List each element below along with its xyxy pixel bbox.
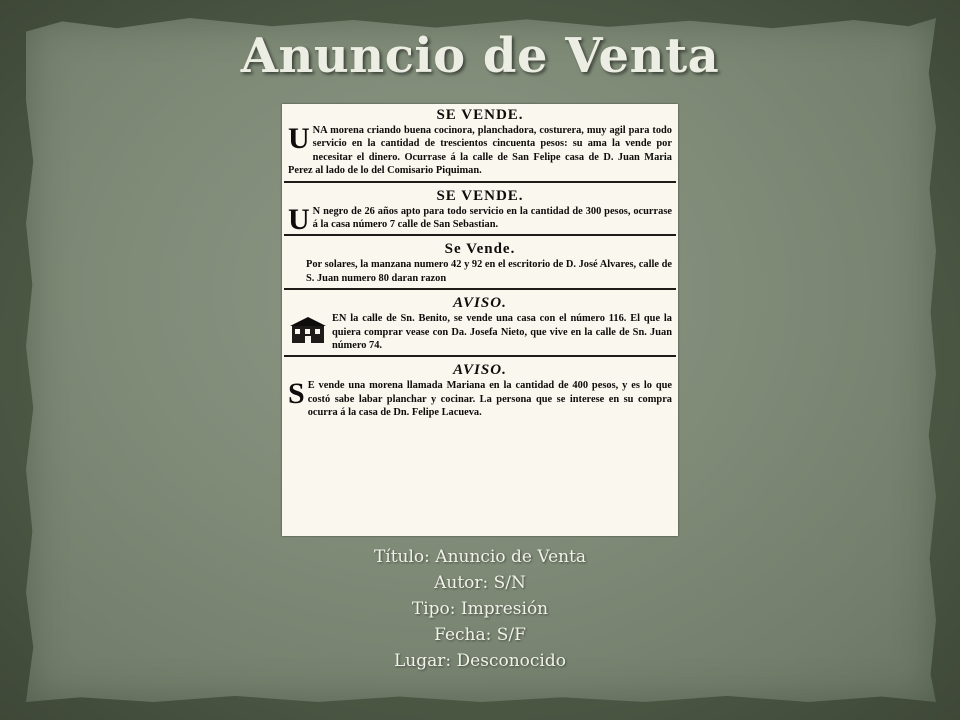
ad-heading: SE VENDE. (436, 107, 524, 123)
ad-dropcap: U (288, 202, 310, 236)
ad-5 (288, 361, 672, 419)
ad-body (288, 312, 672, 352)
ad-heading: AVISO. (453, 362, 507, 379)
ad-body (288, 202, 672, 236)
meta-fecha: Fecha: S/F (434, 625, 526, 645)
meta-lugar: Lugar: Desconocido (394, 651, 566, 671)
ad-text: EN la calle de Sn. Benito, se vende una casa con el número 116. El que la quiera comprar vease con Da. Josefa Nieto, que vive en la calle de Sn. Juan número 74. (332, 313, 672, 352)
ad-body (288, 379, 672, 419)
meta-tipo: Tipo: Impresión (411, 599, 549, 619)
divider-rule (284, 181, 676, 183)
divider-rule (284, 355, 676, 357)
ad-1 (288, 106, 672, 178)
ad-heading: AVISO. (453, 295, 507, 312)
meta-titulo: Título: Anuncio de Venta (373, 547, 587, 567)
ad-heading: SE VENDE. (436, 187, 524, 204)
ad-4 (288, 294, 672, 352)
ad-text: N negro de 26 años apto para todo servicio en la cantidad de 300 pesos, ocurrase á la casa número 7 calle de San Sebastian. (312, 205, 672, 231)
divider-rule (284, 288, 676, 290)
ad-2 (288, 187, 672, 236)
house-engraving-icon (288, 314, 328, 344)
ad-text: E vende una morena llamada Mariana en la cantidad de 400 pesos, y es lo que costó sabe labar planchar y cocinar. La persona que se interese en su compra ocurra á la casa de Dn. Felipe Lacueva. (307, 380, 672, 419)
ad-body: Por solares, la manzana numero 42 y 92 en el escritorio de D. José Alvares, calle de S. Juan numero 80 daran razon (306, 259, 672, 284)
ad-text: NA morena criando buena cocinora, planchadora, costurera, muy agil para todo servicio en la cantidad de trescientos cincuenta pesos: su ama la vende por necesitar el dinero. Ocurrase á la calle de San Felipe casa de D. Juan Maria Perez al lado de lo del Comisario Piquiman. (288, 125, 672, 177)
slide-title: Anuncio de Venta (240, 28, 720, 84)
ad-body (288, 124, 672, 178)
ad-dropcap: U (288, 122, 310, 155)
meta-autor: Autor: S/N (434, 573, 526, 593)
ad-heading: Se Vende. (444, 241, 516, 258)
metadata-caption (0, 544, 960, 674)
ad-3 (288, 240, 672, 285)
newspaper-clipping-image (282, 104, 678, 536)
ad-dropcap: S (288, 377, 305, 411)
divider-rule (284, 234, 676, 236)
